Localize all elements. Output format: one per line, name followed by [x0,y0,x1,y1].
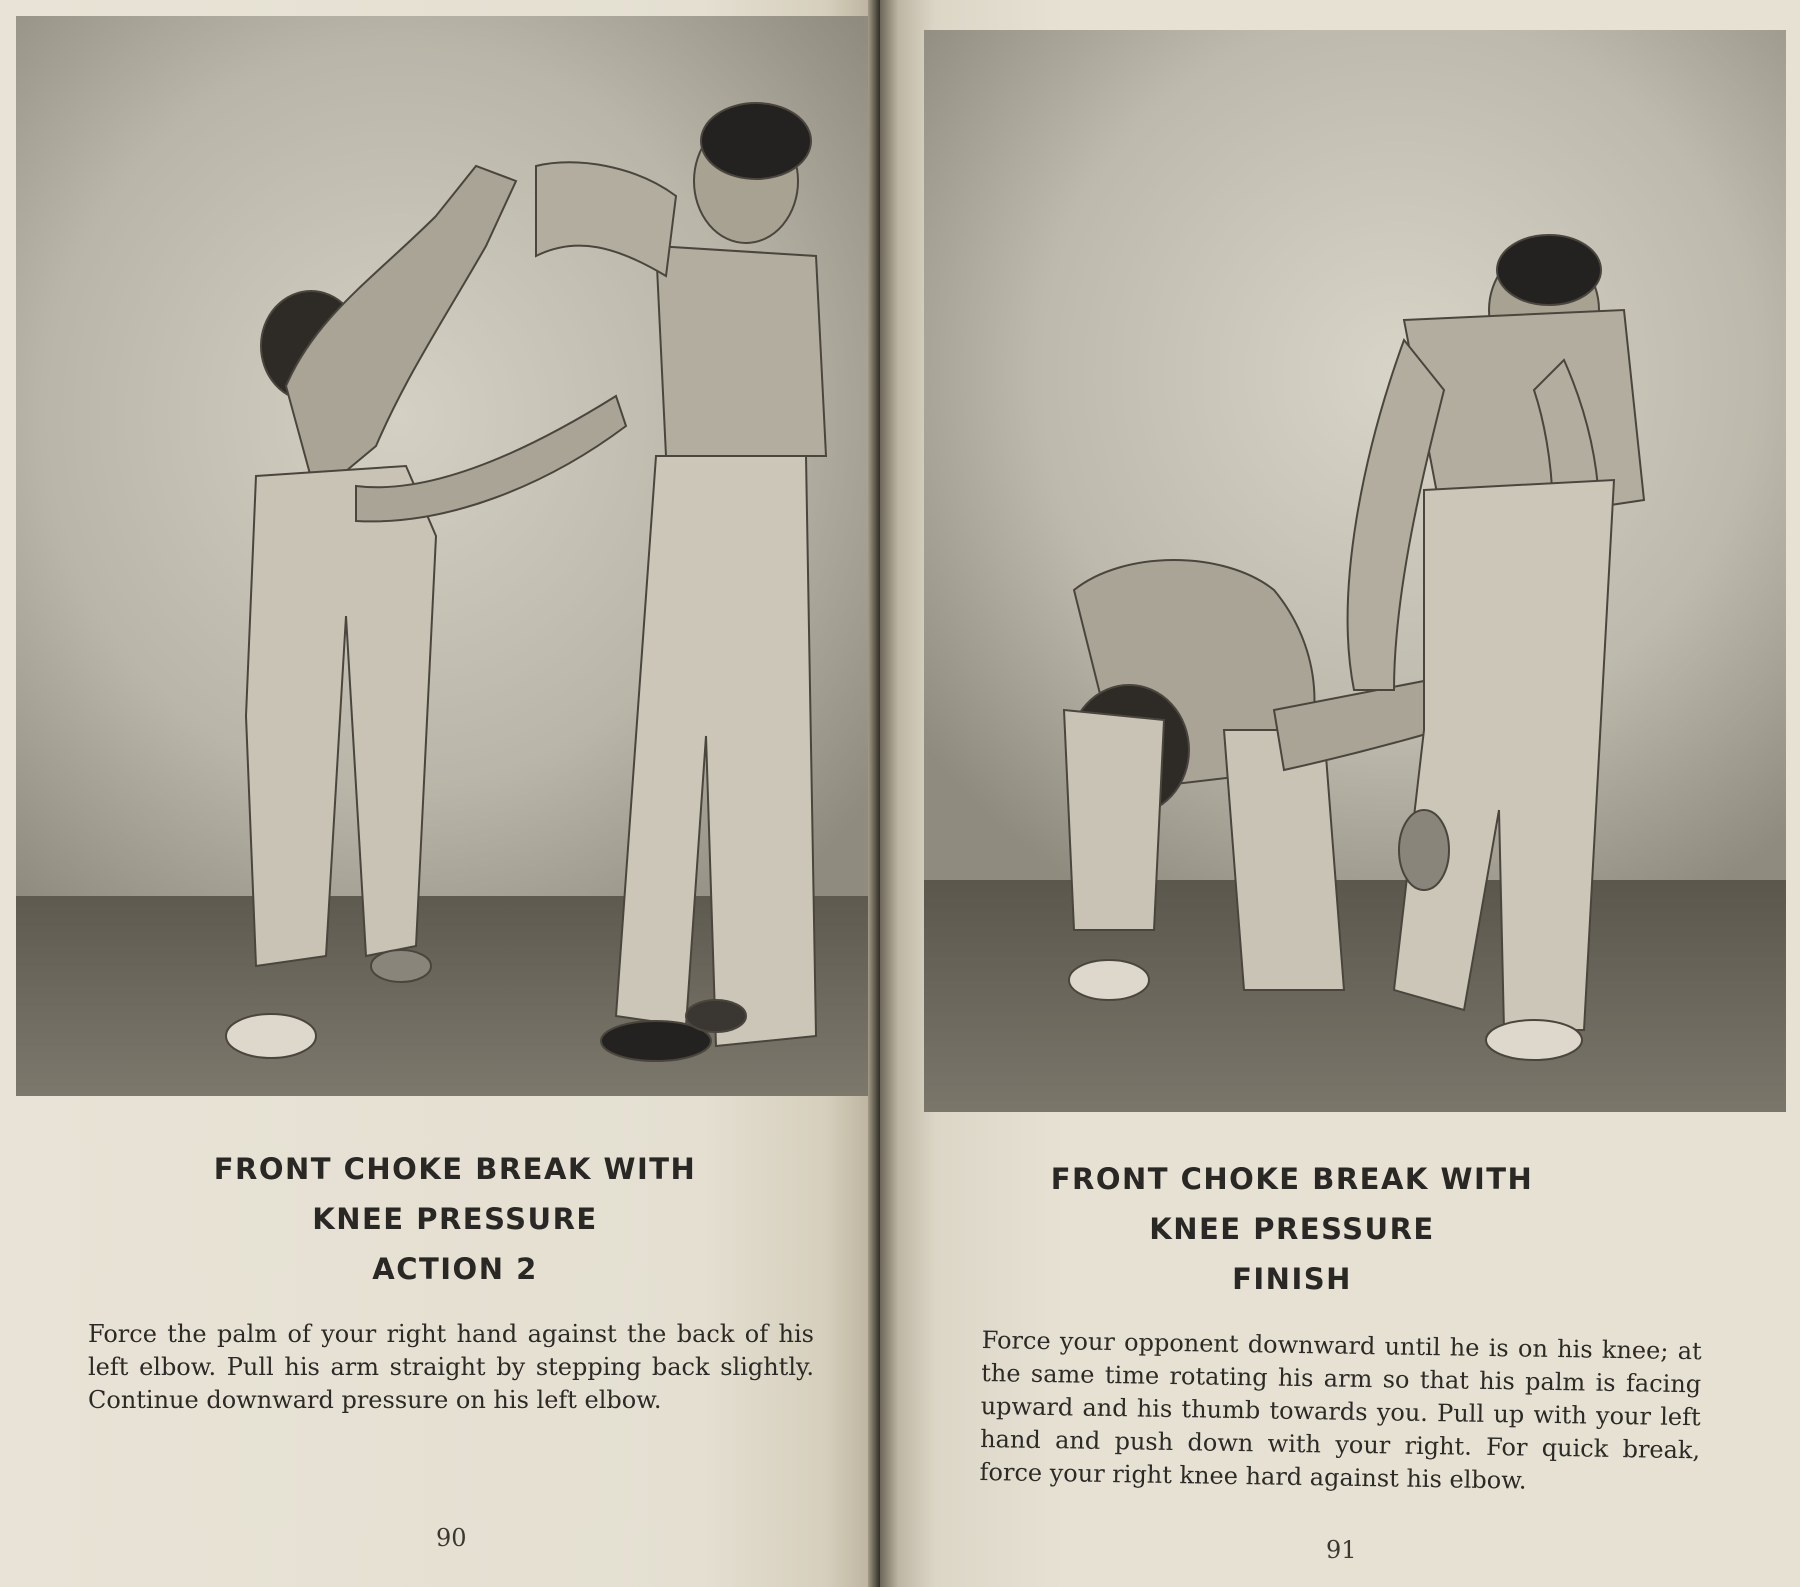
caption-line-2: KNEE PRESSURE [1149,1212,1435,1246]
right-page [880,0,1800,1587]
caption-line-3: FINISH [1232,1262,1352,1296]
caption-left [160,1144,750,1294]
caption-line-1: FRONT CHOKE BREAK WITH [213,1152,697,1186]
photo-illustration [16,16,868,1096]
caption-line-2: KNEE PRESSURE [312,1202,598,1236]
left-page [0,0,878,1587]
photo-illustration [924,30,1786,1112]
photo-finish [924,30,1786,1112]
body-text-right: Force your opponent downward until he is on his knee; at the same time rotating his arm so that his palm is facing upward and his thumb towards you. Pull up with your left hand and push down with your right. For quick break, force your right knee hard against his elbow. [979,1325,1702,1495]
photo-action-2 [16,16,868,1096]
caption-line-3: ACTION 2 [372,1252,538,1286]
body-text-left: Force the palm of your right hand against the back of his left elbow. Pull his arm straight by stepping back slightly. Continue downward pressure on his left elbow. [88,1320,814,1414]
page-number-left: 90 [436,1524,467,1552]
page-number-right: 91 [1326,1536,1357,1564]
caption-line-1: FRONT CHOKE BREAK WITH [1050,1162,1534,1196]
caption-right [982,1154,1602,1304]
